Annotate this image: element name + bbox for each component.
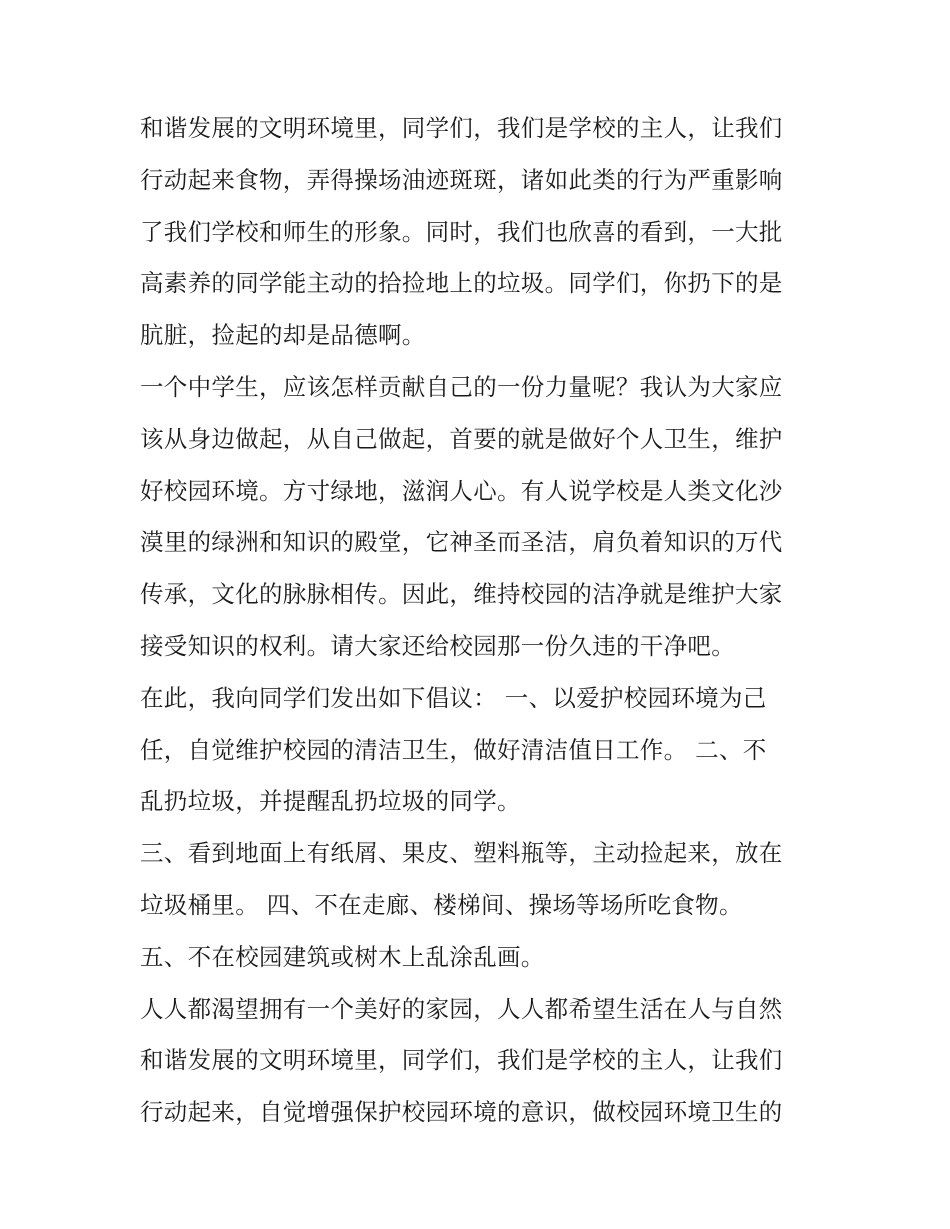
text-line-8: 好校园环境。方寸绿地，滋润人心。有人说学校是人类文化沙	[140, 476, 783, 505]
text-line-1: 和谐发展的文明环境里，同学们，我们是学校的主人，让我们	[140, 114, 783, 142]
text-line-11: 接受知识的权利。请大家还给校园那一份久违的干净吧。	[140, 631, 735, 660]
text-line-7: 该从身边做起，从自己做起，首要的就是做好个人卫生，维护	[140, 424, 783, 453]
text-line-12: 在此，我向同学们发出如下倡议： 一、以爱护校园环境为己	[140, 683, 767, 712]
text-line-4: 高素养的同学能主动的拾捡地上的垃圾。同学们，你扔下的是	[140, 269, 783, 298]
text-line-20: 行动起来，自觉增强保护校园环境的意识，做校园环境卫生的	[140, 1098, 783, 1127]
text-line-14: 乱扔垃圾，并提醒乱扔垃圾的同学。	[140, 787, 521, 816]
text-line-3: 了我们学校和师生的形象。同时，我们也欣喜的看到，一大批	[140, 217, 783, 246]
text-line-9: 漠里的绿洲和知识的殿堂，它神圣而圣洁，肩负着知识的万代	[140, 528, 783, 557]
text-line-19: 和谐发展的文明环境里，同学们，我们是学校的主人，让我们	[140, 1046, 783, 1075]
body-text	[140, 103, 820, 1139]
text-line-5: 肮脏，捡起的却是品德啊。	[140, 321, 426, 350]
text-line-17: 五、不在校园建筑或树木上乱涂乱画。	[140, 942, 545, 971]
text-line-18: 人人都渴望拥有一个美好的家园，人人都希望生活在人与自然	[140, 994, 783, 1023]
text-line-13: 任，自觉维护校园的清洁卫生，做好清洁值日工作。 二、不	[140, 735, 767, 764]
text-line-15: 三、看到地面上有纸屑、果皮、塑料瓶等，主动捡起来，放在	[140, 839, 783, 868]
text-line-6: 一个中学生，应该怎样贡献自己的一份力量呢？我认为大家应	[140, 372, 783, 401]
text-line-16: 垃圾桶里。 四、不在走廊、楼梯间、操场等场所吃食物。	[140, 890, 743, 919]
text-line-10: 传承，文化的脉脉相传。因此，维持校园的洁净就是维护大家	[140, 580, 783, 609]
text-line-2: 行动起来食物，弄得操场油迹斑斑，诸如此类的行为严重影响	[140, 165, 783, 194]
